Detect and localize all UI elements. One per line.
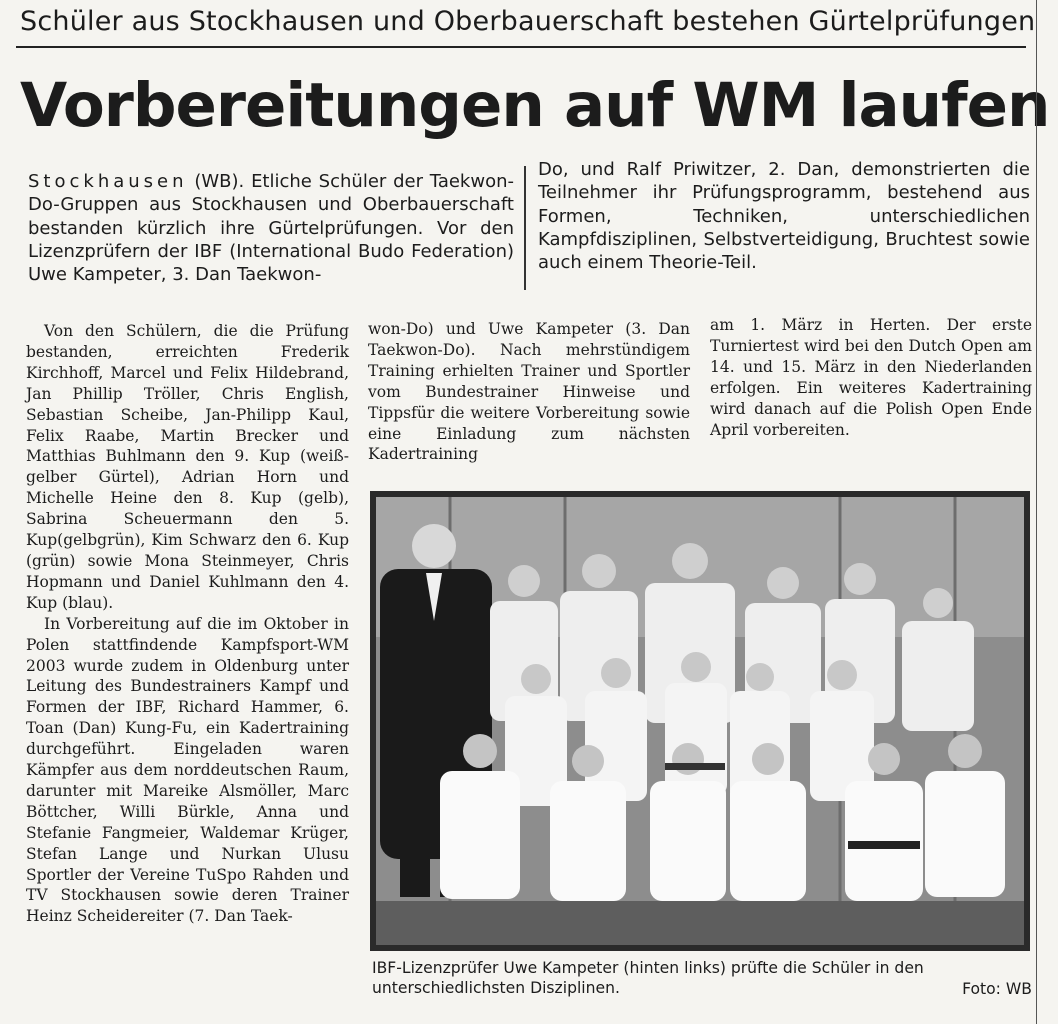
column-1-paragraph-1: Von den Schülern, die die Prüfung bestanden, erreichten Frederik Kirchhoff, Marcel und Felix Hildebrand, Jan Phillip Tröller, Chris English, Sebastian Scheibe, Jan-Philipp Kaul, Felix Raabe, Martin Brecker und Matthias Buhlmann den 9. Kup (weiß-gelber Gürtel), Adrian Horn und Michelle Heine den 8. Kup (gelb), Sabrina Scheuermann den 5. Kup(gelbgrün), Kim Schwarz den 6. Kup (grün) sowie Mona Steinmeyer, Chris Hopmann und Daniel Kuhlmann den 4. Kup (blau). [26,322,349,612]
kicker-rule [16,46,1026,48]
group-photo [370,491,1030,951]
column-3: am 1. März in Herten. Der erste Turniertest wird bei den Dutch Open am 14. und 15. März in den Niederlanden erfolgen. Ein weiteres Kadertraining wird danach auf die Polish Open Ende April vorbereiten. [710,316,1032,439]
article-headline: Vorbereitungen auf WM laufen [20,70,1050,141]
page-edge-line [1036,0,1037,1024]
black-belt [848,841,920,849]
lead-divider [524,166,526,290]
dark-belt [665,763,725,770]
lead-left-text: (WB). Etliche Schüler der Taekwon-Do-Gruppen aus Stockhausen und Oberbauerschaft bestanden kürzlich ihre Gürtelprüfungen. Vor den Lizenzprüfern der IBF (International Budo Federation) Uwe Kampeter, 3. Dan Taekwon- [28,171,514,286]
photo-floor [376,901,1024,945]
column-1 [26,321,349,927]
article-kicker: Schüler aus Stockhausen und Oberbauerschaft bestehen Gürtelprüfungen [20,6,1036,37]
photo-credit: Foto: WB [962,980,1032,998]
column-2: won-Do) und Uwe Kampeter (3. Dan Taekwon-Do). Nach mehrstündigem Training erhielten Trainer und Sportler vom Bundestrainer Hinweise und Tippsfür die weitere Vorbereitung sowie eine Einladung zum nächsten Kadertraining [368,320,690,464]
dateline: Stockhausen [28,171,188,192]
photo-caption: IBF-Lizenzprüfer Uwe Kampeter (hinten links) prüfte die Schüler in den unterschiedlichsten Disziplinen. [372,959,924,997]
column-1-paragraph-2: In Vorbereitung auf die im Oktober in Polen stattfindende Kampfsport-WM 2003 wurde zudem in Oldenburg unter Leitung des Bundestrainers Kampf und Formen der IBF, Richard Hammer, 6. Toan (Dan) Kung-Fu, ein Kadertraining durchgeführt. Eingeladen waren Kämpfer aus dem norddeutschen Raum, darunter mit Mareike Alsmöller, Marc Böttcher, Willi Bürkle, Anna und Stefanie Fangmeier, Waldemar Krüger, Stefan Lange und Nurkan Ulusu Sportler der Vereine TuSpo Rahden und TV Stockhausen sowie deren Trainer Heinz Scheidereiter (7. Dan Taek- [26,614,349,926]
lead-left [28,170,514,286]
lead-right: Do, und Ralf Priwitzer, 2. Dan, demonstrierten die Teilnehmer ihr Prüfungsprogramm, bestehend aus Formen, Techniken, unterschiedlichen Kampfdisziplinen, Selbstverteidigung, Bruchtest sowie auch einem Theorie-Teil. [538,159,1030,274]
